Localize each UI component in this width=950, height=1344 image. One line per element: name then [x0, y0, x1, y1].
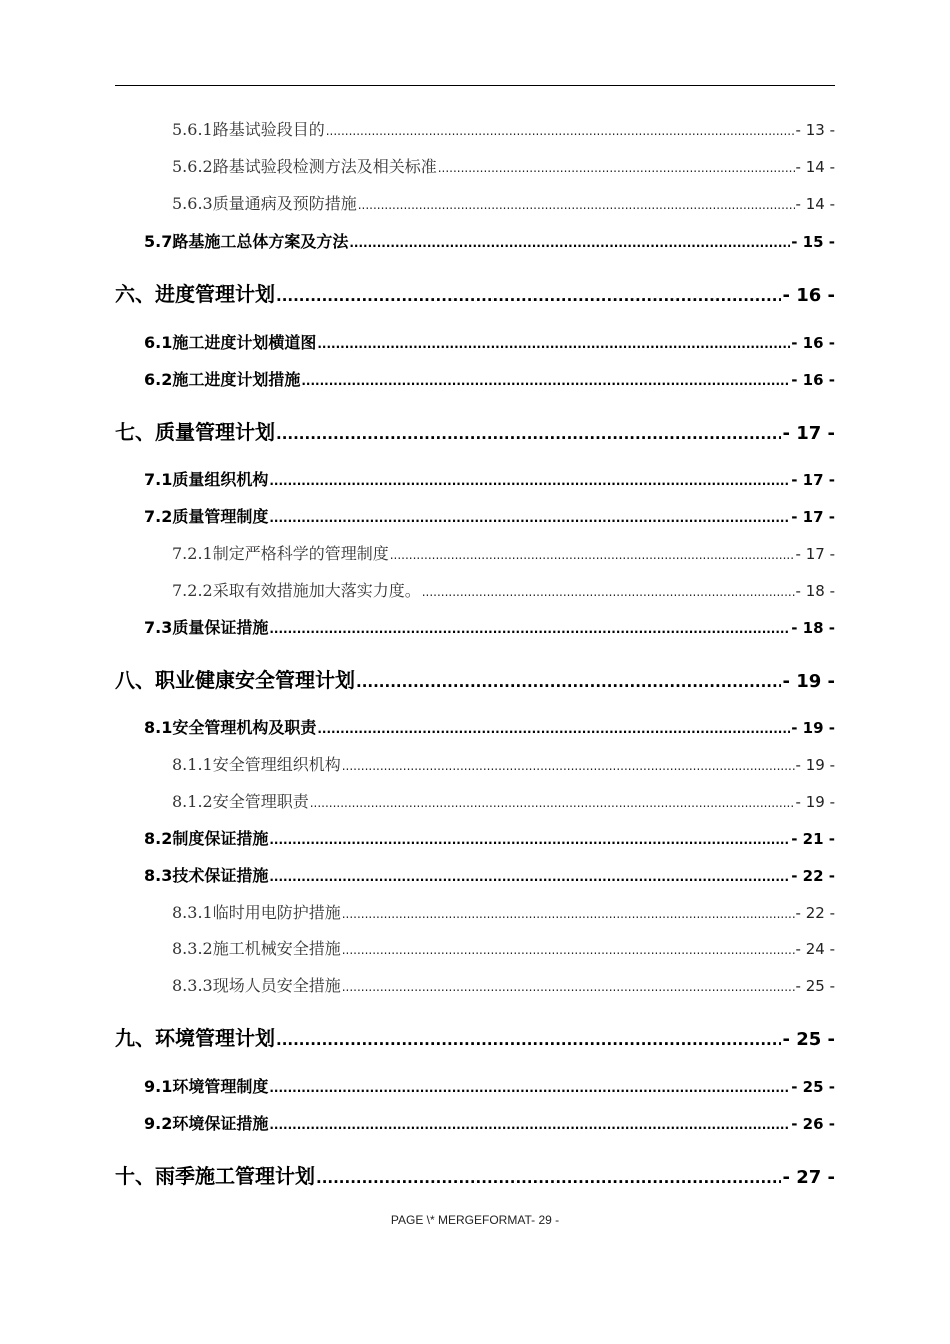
toc-entry-label: 8.1安全管理机构及职责 — [144, 718, 317, 737]
toc-dot-leader — [317, 722, 790, 736]
toc-entry-label: 6.2施工进度计划措施 — [144, 370, 301, 389]
toc-entry-label: 十、雨季施工管理计划 — [115, 1164, 315, 1188]
toc-entry-label: 7.2.1制定严格科学的管理制度 — [172, 544, 389, 563]
toc-dot-leader — [342, 943, 795, 957]
toc-dot-leader — [326, 124, 795, 138]
toc-entry-page-number: - 27 - — [782, 1167, 835, 1188]
toc-dot-leader — [269, 511, 790, 525]
toc-entry-label: 8.2制度保证措施 — [144, 829, 269, 848]
toc-entry-level3[interactable] — [172, 541, 835, 564]
toc-dot-leader — [349, 236, 790, 250]
toc-dot-leader — [317, 337, 790, 351]
toc-entry-label: 8.3.2施工机械安全措施 — [172, 939, 341, 958]
toc-entry-label: 七、质量管理计划 — [115, 420, 275, 444]
toc-entry-label: 7.1质量组织机构 — [144, 470, 269, 489]
toc-entry-page-number: - 18 - — [791, 619, 835, 637]
toc-entry-page-number: - 22 - — [795, 904, 835, 922]
toc-dot-leader — [356, 673, 781, 691]
toc-entry-label: 8.1.2安全管理职责 — [172, 792, 309, 811]
toc-entry-level3[interactable] — [172, 117, 835, 140]
toc-dot-leader — [310, 796, 795, 810]
toc-dot-leader — [269, 622, 790, 636]
toc-entry-label: 7.2.2采取有效措施加大落实力度。 — [172, 581, 421, 600]
toc-dot-leader — [269, 870, 790, 884]
toc-entry-level2[interactable] — [144, 330, 835, 353]
toc-entry-page-number: - 22 - — [791, 867, 835, 885]
toc-entry-page-number: - 19 - — [795, 756, 835, 774]
toc-entry-page-number: - 19 - — [791, 719, 835, 737]
toc-dot-leader — [269, 474, 790, 488]
toc-entry-page-number: - 19 - — [795, 793, 835, 811]
toc-entry-page-number: - 17 - — [791, 508, 835, 526]
toc-entry-level2[interactable] — [144, 229, 835, 252]
toc-entry-page-number: - 17 - — [795, 545, 835, 563]
toc-entry-page-number: - 19 - — [782, 671, 835, 692]
toc-entry-level3[interactable] — [172, 973, 835, 996]
toc-entry-page-number: - 18 - — [795, 582, 835, 600]
toc-dot-leader — [276, 1031, 781, 1049]
toc-entry-level2[interactable] — [144, 863, 835, 886]
toc-entry-label: 8.3.3现场人员安全措施 — [172, 976, 341, 995]
toc-entry-page-number: - 21 - — [791, 830, 835, 848]
toc-entry-level2[interactable] — [144, 1111, 835, 1134]
toc-entry-level1[interactable] — [115, 1022, 835, 1051]
toc-dot-leader — [269, 833, 790, 847]
toc-entry-label: 9.1环境管理制度 — [144, 1077, 269, 1096]
toc-dot-leader — [342, 980, 795, 994]
toc-entry-level1[interactable] — [115, 664, 835, 693]
page-footer: PAGE \* MERGEFORMAT- 29 - — [390, 1213, 560, 1227]
toc-dot-leader — [358, 198, 795, 212]
toc-entry-label: 8.3技术保证措施 — [144, 866, 269, 885]
toc-dot-leader — [342, 759, 795, 773]
toc-entry-page-number: - 17 - — [782, 423, 835, 444]
toc-dot-leader — [316, 1169, 781, 1187]
toc-entry-level1[interactable] — [115, 278, 835, 307]
toc-dot-leader — [438, 161, 795, 175]
toc-entry-level2[interactable] — [144, 467, 835, 490]
header-rule — [115, 85, 835, 86]
toc-dot-leader — [276, 287, 781, 305]
toc-entry-level3[interactable] — [172, 578, 835, 601]
toc-entry-page-number: - 14 - — [795, 158, 835, 176]
toc-entry-level3[interactable] — [172, 752, 835, 775]
toc-entry-level3[interactable] — [172, 154, 835, 177]
toc-dot-leader — [269, 1081, 790, 1095]
toc-entry-label: 7.2质量管理制度 — [144, 507, 269, 526]
toc-entry-page-number: - 16 - — [791, 371, 835, 389]
toc-entry-page-number: - 26 - — [791, 1115, 835, 1133]
toc-entry-page-number: - 13 - — [795, 121, 835, 139]
toc-entry-level3[interactable] — [172, 936, 835, 959]
toc-entry-page-number: - 25 - — [782, 1029, 835, 1050]
toc-entry-label: 5.6.2路基试验段检测方法及相关标准 — [172, 157, 437, 176]
toc-entry-label: 5.6.1路基试验段目的 — [172, 120, 325, 139]
toc-entry-page-number: - 15 - — [791, 233, 835, 251]
toc-dot-leader — [301, 374, 790, 388]
toc-entry-page-number: - 16 - — [782, 285, 835, 306]
toc-entry-page-number: - 14 - — [795, 195, 835, 213]
toc-entry-page-number: - 16 - — [791, 334, 835, 352]
toc-entry-level1[interactable] — [115, 1160, 835, 1189]
toc-entry-label: 8.1.1安全管理组织机构 — [172, 755, 341, 774]
toc-entry-label: 7.3质量保证措施 — [144, 618, 269, 637]
toc-entry-label: 九、环境管理计划 — [115, 1026, 275, 1050]
toc-entry-level2[interactable] — [144, 504, 835, 527]
toc-entry-label: 5.7路基施工总体方案及方法 — [144, 232, 349, 251]
toc-entry-level3[interactable] — [172, 789, 835, 812]
toc-entry-label: 6.1施工进度计划横道图 — [144, 333, 317, 352]
toc-entry-level2[interactable] — [144, 715, 835, 738]
toc-dot-leader — [342, 907, 795, 921]
toc-entry-page-number: - 17 - — [791, 471, 835, 489]
toc-entry-page-number: - 25 - — [795, 977, 835, 995]
toc-entry-level3[interactable] — [172, 191, 835, 214]
toc-entry-level1[interactable] — [115, 416, 835, 445]
toc-dot-leader — [276, 425, 781, 443]
toc-entry-page-number: - 24 - — [795, 940, 835, 958]
toc-dot-leader — [422, 585, 795, 599]
toc-entry-label: 8.3.1临时用电防护措施 — [172, 903, 341, 922]
toc-entry-label: 9.2环境保证措施 — [144, 1114, 269, 1133]
toc-entry-page-number: - 25 - — [791, 1078, 835, 1096]
toc-entry-label: 5.6.3质量通病及预防措施 — [172, 194, 357, 213]
toc-dot-leader — [269, 1118, 790, 1132]
toc-entry-level2[interactable] — [144, 1074, 835, 1097]
toc-dot-leader — [390, 548, 795, 562]
toc-entry-label: 八、职业健康安全管理计划 — [115, 668, 355, 692]
toc-entry-level3[interactable] — [172, 900, 835, 923]
toc-entry-level2[interactable] — [144, 367, 835, 390]
toc-entry-level2[interactable] — [144, 615, 835, 638]
toc-entry-label: 六、进度管理计划 — [115, 282, 275, 306]
toc-entry-level2[interactable] — [144, 826, 835, 849]
